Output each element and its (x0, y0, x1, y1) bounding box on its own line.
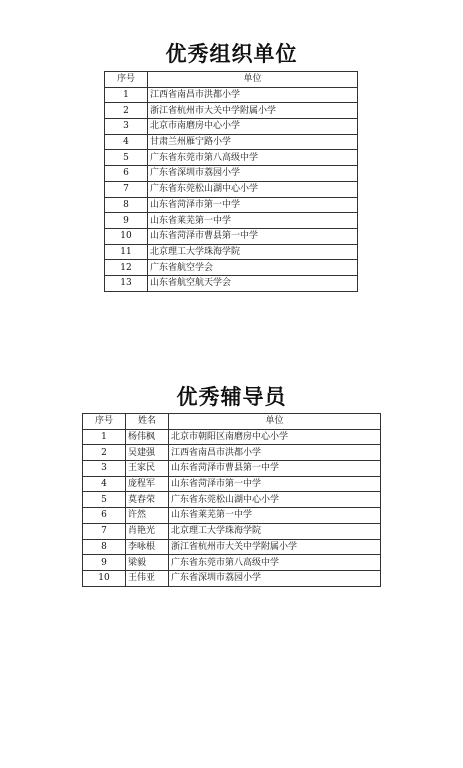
counselor-section-title: 优秀辅导员 (176, 385, 287, 409)
row-unit-cell: 山东省莱芜第一中学 (169, 508, 381, 524)
row-index-cell: 5 (83, 492, 126, 508)
organization-section-title: 优秀组织单位 (165, 42, 298, 66)
row-unit-cell: 广东省东莞松山湖中心小学 (148, 181, 358, 197)
row-index-cell: 13 (105, 275, 148, 291)
row-name-cell: 杨伟枫 (126, 429, 169, 445)
table-row (83, 445, 381, 461)
organization-table (104, 71, 358, 292)
row-name-cell: 莫春荣 (126, 492, 169, 508)
row-unit-cell: 广东省航空学会 (148, 260, 358, 276)
row-index-cell: 4 (105, 134, 148, 150)
row-unit-cell: 广东省东莞松山湖中心小学 (169, 492, 381, 508)
row-index-cell: 2 (105, 103, 148, 119)
table-row (83, 461, 381, 477)
row-index-cell: 2 (83, 445, 126, 461)
row-index-cell: 3 (105, 119, 148, 135)
header-unit: 单位 (148, 72, 358, 88)
table-header-row (83, 414, 381, 430)
table-row (105, 87, 358, 103)
table-row (105, 134, 358, 150)
table-row (83, 429, 381, 445)
row-index-cell: 6 (83, 508, 126, 524)
row-index-cell: 7 (105, 181, 148, 197)
row-unit-cell: 江西省南昌市洪都小学 (169, 445, 381, 461)
row-unit-cell: 江西省南昌市洪都小学 (148, 87, 358, 103)
row-unit-cell: 山东省菏泽市曹县第一中学 (169, 461, 381, 477)
row-unit-cell: 浙江省杭州市大关中学附属小学 (169, 539, 381, 555)
table-row (105, 260, 358, 276)
row-unit-cell: 山东省航空航天学会 (148, 275, 358, 291)
row-index-cell: 1 (83, 429, 126, 445)
row-index-cell: 10 (105, 228, 148, 244)
row-index-cell: 11 (105, 244, 148, 260)
row-unit-cell: 北京市朝阳区南磨房中心小学 (169, 429, 381, 445)
table-row (83, 508, 381, 524)
row-index-cell: 5 (105, 150, 148, 166)
table-row (105, 150, 358, 166)
row-name-cell: 庞程军 (126, 476, 169, 492)
row-name-cell: 王家民 (126, 461, 169, 477)
header-unit: 单位 (169, 414, 381, 430)
table-row (105, 181, 358, 197)
row-index-cell: 1 (105, 87, 148, 103)
table-row (105, 244, 358, 260)
row-unit-cell: 广东省东莞市第八高级中学 (148, 150, 358, 166)
row-unit-cell: 北京市南磨房中心小学 (148, 119, 358, 135)
row-name-cell: 许然 (126, 508, 169, 524)
row-name-cell: 肖艳光 (126, 523, 169, 539)
row-unit-cell: 广东省深圳市荔园小学 (148, 166, 358, 182)
header-index: 序号 (83, 414, 126, 430)
row-unit-cell: 山东省菏泽市曹县第一中学 (148, 228, 358, 244)
row-unit-cell: 山东省菏泽市第一中学 (148, 197, 358, 213)
row-unit-cell: 广东省深圳市荔园小学 (169, 570, 381, 586)
row-name-cell: 梁毅 (126, 555, 169, 571)
row-index-cell: 6 (105, 166, 148, 182)
row-index-cell: 12 (105, 260, 148, 276)
row-index-cell: 7 (83, 523, 126, 539)
header-index: 序号 (105, 72, 148, 88)
row-unit-cell: 山东省莱芜第一中学 (148, 213, 358, 229)
table-row (105, 103, 358, 119)
row-index-cell: 4 (83, 476, 126, 492)
row-index-cell: 9 (83, 555, 126, 571)
table-row (105, 228, 358, 244)
row-unit-cell: 山东省菏泽市第一中学 (169, 476, 381, 492)
table-row (83, 570, 381, 586)
row-unit-cell: 广东省东莞市第八高级中学 (169, 555, 381, 571)
table-row (83, 492, 381, 508)
row-unit-cell: 北京理工大学珠海学院 (148, 244, 358, 260)
counselor-table (82, 413, 381, 587)
row-name-cell: 李咏根 (126, 539, 169, 555)
table-header-row (105, 72, 358, 88)
table-row (105, 275, 358, 291)
table-row (83, 476, 381, 492)
table-row (105, 119, 358, 135)
row-name-cell: 王伟亚 (126, 570, 169, 586)
table-row (105, 213, 358, 229)
row-index-cell: 8 (105, 197, 148, 213)
row-index-cell: 10 (83, 570, 126, 586)
row-unit-cell: 浙江省杭州市大关中学附属小学 (148, 103, 358, 119)
row-name-cell: 吴建强 (126, 445, 169, 461)
row-index-cell: 9 (105, 213, 148, 229)
row-unit-cell: 甘肃兰州雁宁路小学 (148, 134, 358, 150)
header-name: 姓名 (126, 414, 169, 430)
table-row (105, 166, 358, 182)
row-index-cell: 3 (83, 461, 126, 477)
table-row (83, 539, 381, 555)
table-row (83, 523, 381, 539)
table-row (83, 555, 381, 571)
row-index-cell: 8 (83, 539, 126, 555)
table-row (105, 197, 358, 213)
row-unit-cell: 北京理工大学珠海学院 (169, 523, 381, 539)
